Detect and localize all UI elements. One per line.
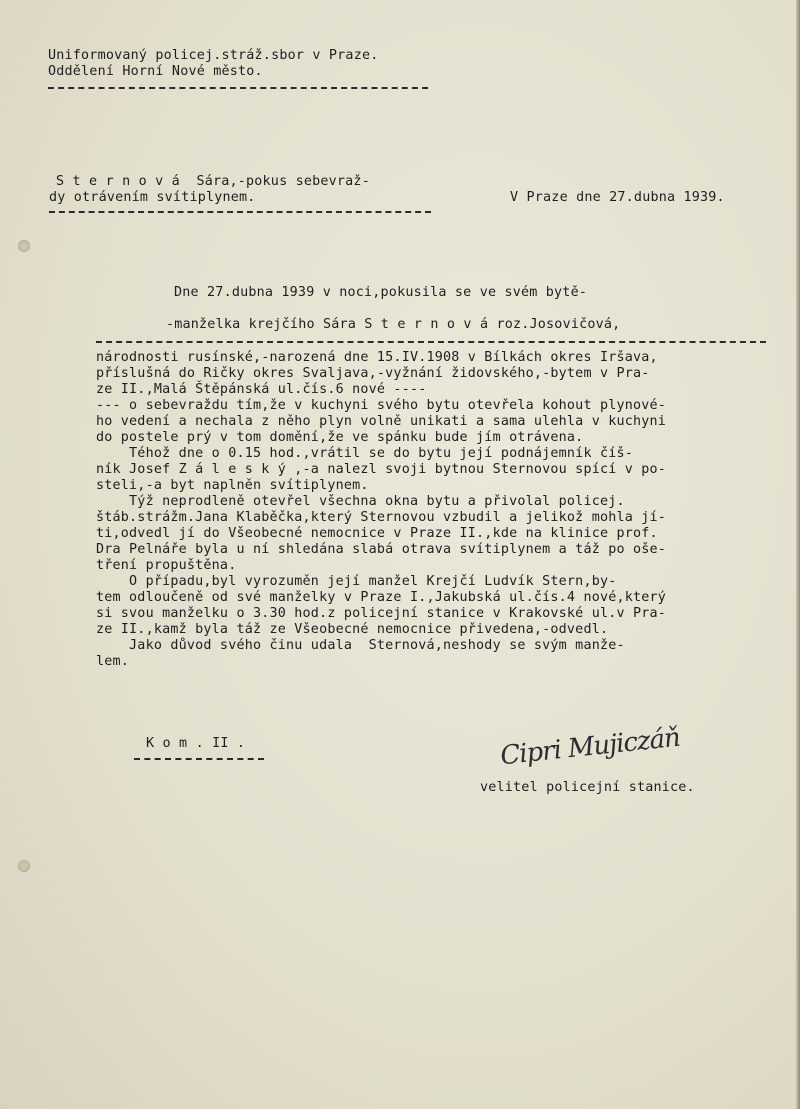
signature-title: velitel policejní stanice.: [480, 780, 695, 795]
header-rule: [48, 87, 428, 89]
binding-hole: [18, 240, 30, 252]
body-line: do postele prý v tom domění,že ve spánku bude jím otrávena.: [96, 430, 584, 445]
header-line-2: Oddělení Horní Nové město.: [48, 64, 263, 79]
body-line: tření propuštěna.: [96, 558, 237, 573]
body-line: lem.: [96, 654, 130, 669]
body-line: Jako důvod svého činu udala Sternová,neshody se svým manže-: [96, 638, 625, 653]
body-line: ho vedení a nechala z něho plyn volně unikati a sama ulehla v kuchyni: [96, 414, 667, 429]
body-line: tem odloučeně od své manželky v Praze I.,Jakubská ul.čís.4 nové,který: [96, 590, 667, 605]
header-line-1: Uniformovaný policej.stráž.sbor v Praze.: [48, 48, 379, 63]
subject-line-1: S t e r n o v á Sára,-pokus sebevraž-: [56, 174, 370, 189]
handwritten-signature: Cipri Mujiczáň: [498, 722, 682, 772]
body-line: Téhož dne o 0.15 hod.,vrátil se do bytu její podnájemník číš-: [96, 446, 634, 461]
body-intro-1: Dne 27.dubna 1939 v noci,pokusila se ve svém bytě-: [174, 285, 588, 300]
body-line: ze II.,kamž byla táž ze Všeobecné nemocnice přivedena,-odvedl.: [96, 622, 609, 637]
body-line: ti,odvedl jí do Všeobecné nemocnice v Praze II.,kde na klinice prof.: [96, 526, 658, 541]
document-date: V Praze dne 27.dubna 1939.: [510, 190, 725, 205]
body-line: Dra Pelnáře byla u ní shledána slabá otrava svítiplynem a táž po oše-: [96, 542, 667, 557]
body-line: O případu,byl vyrozuměn její manžel Krejčí Ludvík Stern,by-: [96, 574, 617, 589]
body-line: --- o sebevraždu tím,že v kuchyni svého bytu otevřela kohout plynové-: [96, 398, 667, 413]
page-edge: [796, 0, 800, 1109]
body-line: ník Josef Z á l e s k ý ,-a nalezl svoji bytnou Sternovou spící v po-: [96, 462, 667, 477]
subject-rule: [49, 211, 431, 213]
subject-line-2: dy otrávením svítiplynem.: [49, 190, 256, 205]
body-line: Týž neprodleně otevřel všechna okna bytu a přivolal policej.: [96, 494, 625, 509]
binding-hole: [18, 860, 30, 872]
body-line: národnosti rusínské,-narozená dne 15.IV.1908 v Bílkách okres Iršava,: [96, 350, 658, 365]
body-line: štáb.strážm.Jana Klaběčka,který Sternovou vzbudil a jelikož mohla jí-: [96, 510, 667, 525]
body-line: příslušná do Ričky okres Svaljava,-vyžnání židovského,-bytem v Pra-: [96, 366, 650, 381]
body-rule: [96, 341, 766, 343]
body-line: steli,-a byt naplněn svítiplynem.: [96, 478, 369, 493]
department-rule: [134, 758, 264, 760]
body-line: ze II.,Malá Štěpánská ul.čís.6 nové ----: [96, 382, 427, 397]
department-code: K o m . II .: [146, 736, 246, 751]
body-line: si svou manželku o 3.30 hod.z policejní stanice v Krakovské ul.v Pra-: [96, 606, 667, 621]
body-intro-2: -manželka krejčího Sára S t e r n o v á roz.Josovičová,: [166, 317, 621, 332]
